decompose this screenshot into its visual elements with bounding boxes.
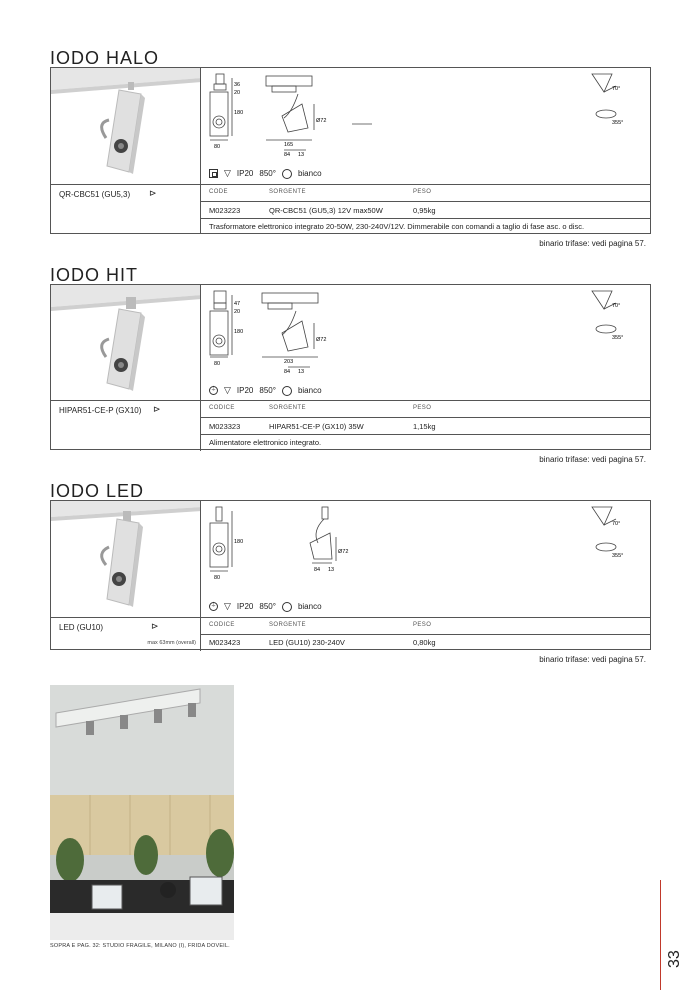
header-code-led: CODICE bbox=[209, 622, 235, 628]
rotation-angle-led: 355° bbox=[612, 553, 624, 559]
product-title-halo: IODO HALO bbox=[50, 48, 160, 68]
binario-note-led: binario trifase: vedi pagina 57. bbox=[539, 655, 646, 664]
dim-l3-led: 13 bbox=[328, 567, 335, 573]
color-swatch-icon bbox=[282, 386, 292, 396]
class-ii-icon bbox=[209, 169, 218, 178]
specs-row-hit bbox=[209, 385, 322, 396]
header-code-hit: CODICE bbox=[209, 405, 235, 411]
product-source-led: LED (GU10) 230-240V bbox=[269, 638, 345, 647]
product-photo-halo bbox=[51, 68, 201, 184]
dim-dia-led: Ø72 bbox=[338, 549, 349, 555]
lamp-type-halo: QR-CBC51 (GU5,3) bbox=[59, 190, 131, 199]
dim-d2-halo: 20 bbox=[234, 90, 241, 96]
dim-h-hit: 180 bbox=[234, 329, 244, 335]
color-hit: bianco bbox=[297, 386, 322, 395]
rotation-angle-hit: 355° bbox=[612, 335, 624, 341]
product-code-hit: M023323 bbox=[209, 422, 241, 431]
header-source-led: SORGENTE bbox=[269, 622, 306, 628]
temperature-led: 850° bbox=[259, 602, 276, 611]
f-mark-icon: ▽ bbox=[224, 601, 231, 611]
lamp-icon: ⊳ bbox=[149, 188, 157, 198]
product-title-hit: IODO HIT bbox=[50, 265, 138, 285]
product-weight-led: 0,80kg bbox=[413, 638, 436, 647]
dim-len-halo: 165 bbox=[284, 142, 294, 148]
dim-w-hit: 80 bbox=[214, 361, 221, 367]
dim-dia-halo: Ø72 bbox=[316, 118, 327, 124]
f-mark-icon: ▽ bbox=[224, 168, 231, 178]
product-source-hit: HIPAR51-CE-P (GX10) 35W bbox=[269, 422, 364, 431]
header-weight-hit: PESO bbox=[413, 405, 432, 411]
technical-drawing-led bbox=[202, 501, 650, 617]
product-code-led: M023423 bbox=[209, 638, 241, 647]
ip-rating-halo: IP20 bbox=[236, 169, 254, 178]
tilt-angle-led: 70° bbox=[612, 521, 621, 527]
product-source-halo: QR-CBC51 (GU5,3) 12V max50W bbox=[269, 206, 383, 215]
page-rule bbox=[660, 880, 661, 990]
dim-l2-led: 84 bbox=[314, 567, 321, 573]
header-source-halo: SORGENTE bbox=[269, 189, 306, 195]
product-photo-led bbox=[51, 501, 201, 617]
f-mark-icon: ▽ bbox=[224, 385, 231, 395]
header-weight-led: PESO bbox=[413, 622, 432, 628]
table-header-row-halo bbox=[51, 184, 650, 202]
product-card-led bbox=[50, 500, 651, 650]
product-note-hit: Alimentatore elettronico integrato. bbox=[209, 438, 322, 447]
dim-h-halo: 180 bbox=[234, 110, 244, 116]
dim-l2-hit: 84 bbox=[284, 369, 291, 375]
dim-d1-hit: 47 bbox=[234, 301, 241, 307]
lamp-type-led: LED (GU10) bbox=[59, 623, 104, 632]
lamp-icon: ⊳ bbox=[153, 404, 161, 414]
technical-drawing-hit bbox=[202, 285, 650, 400]
office-photo bbox=[50, 685, 234, 940]
binario-note-halo: binario trifase: vedi pagina 57. bbox=[539, 239, 646, 248]
dim-dia-hit: Ø72 bbox=[316, 337, 327, 343]
binario-note-hit: binario trifase: vedi pagina 57. bbox=[539, 455, 646, 464]
tilt-angle-halo: 70° bbox=[612, 86, 621, 92]
earth-icon: ⏚ bbox=[210, 387, 217, 393]
dim-w-led: 80 bbox=[214, 575, 221, 581]
dim-l3-hit: 13 bbox=[298, 369, 305, 375]
header-code-halo: CODE bbox=[209, 189, 228, 195]
temperature-halo: 850° bbox=[259, 169, 276, 178]
table-row-led bbox=[201, 634, 650, 651]
color-led: bianco bbox=[297, 602, 322, 611]
dim-w-halo: 80 bbox=[214, 144, 221, 150]
ip-rating-hit: IP20 bbox=[236, 386, 254, 395]
product-weight-halo: 0,95kg bbox=[413, 206, 436, 215]
header-weight-halo: PESO bbox=[413, 189, 432, 195]
earth-icon: ⏚ bbox=[210, 603, 217, 609]
dim-d1-halo: 36 bbox=[234, 82, 241, 88]
technical-drawing-halo bbox=[202, 68, 650, 184]
product-card-halo bbox=[50, 67, 651, 234]
specs-row-halo bbox=[209, 168, 322, 179]
page-number: 33 bbox=[666, 950, 683, 968]
photo-caption: SOPRA E PAG. 32: STUDIO FRAGILE, MILANO (I), FRIDA DOVEIL. bbox=[50, 943, 230, 949]
dim-h-led: 180 bbox=[234, 539, 244, 545]
specs-row-led bbox=[209, 601, 322, 612]
dim-len-hit: 203 bbox=[284, 359, 294, 365]
note-row-hit bbox=[201, 434, 650, 451]
temperature-hit: 850° bbox=[259, 386, 276, 395]
product-title-led: IODO LED bbox=[50, 481, 145, 501]
rotation-angle-halo: 355° bbox=[612, 120, 624, 126]
product-code-halo: M023223 bbox=[209, 206, 241, 215]
note-row-halo bbox=[201, 218, 650, 235]
table-header-row-hit bbox=[51, 400, 650, 418]
product-photo-hit bbox=[51, 285, 201, 400]
table-row-hit bbox=[201, 417, 650, 435]
color-halo: bianco bbox=[297, 169, 322, 178]
dim-l3-halo: 13 bbox=[298, 152, 305, 158]
table-row-halo bbox=[201, 201, 650, 219]
dim-d2-hit: 20 bbox=[234, 309, 241, 315]
lamp-icon: ⊳ bbox=[151, 621, 159, 631]
color-swatch-icon bbox=[282, 602, 292, 612]
dim-l2-halo: 84 bbox=[284, 152, 291, 158]
product-card-hit bbox=[50, 284, 651, 450]
product-note-halo: Trasformatore elettronico integrato 20-50W, 230-240V/12V. Dimmerabile con comandi a taglio di fase asc. o disc. bbox=[209, 222, 585, 231]
product-weight-hit: 1,15kg bbox=[413, 422, 436, 431]
color-swatch-icon bbox=[282, 169, 292, 179]
ip-rating-led: IP20 bbox=[236, 602, 254, 611]
lamp-size-note: max 63mm (overall) bbox=[147, 640, 196, 646]
header-source-hit: SORGENTE bbox=[269, 405, 306, 411]
tilt-angle-hit: 70° bbox=[612, 303, 621, 309]
lamp-type-hit: HIPAR51-CE-P (GX10) bbox=[59, 406, 142, 415]
